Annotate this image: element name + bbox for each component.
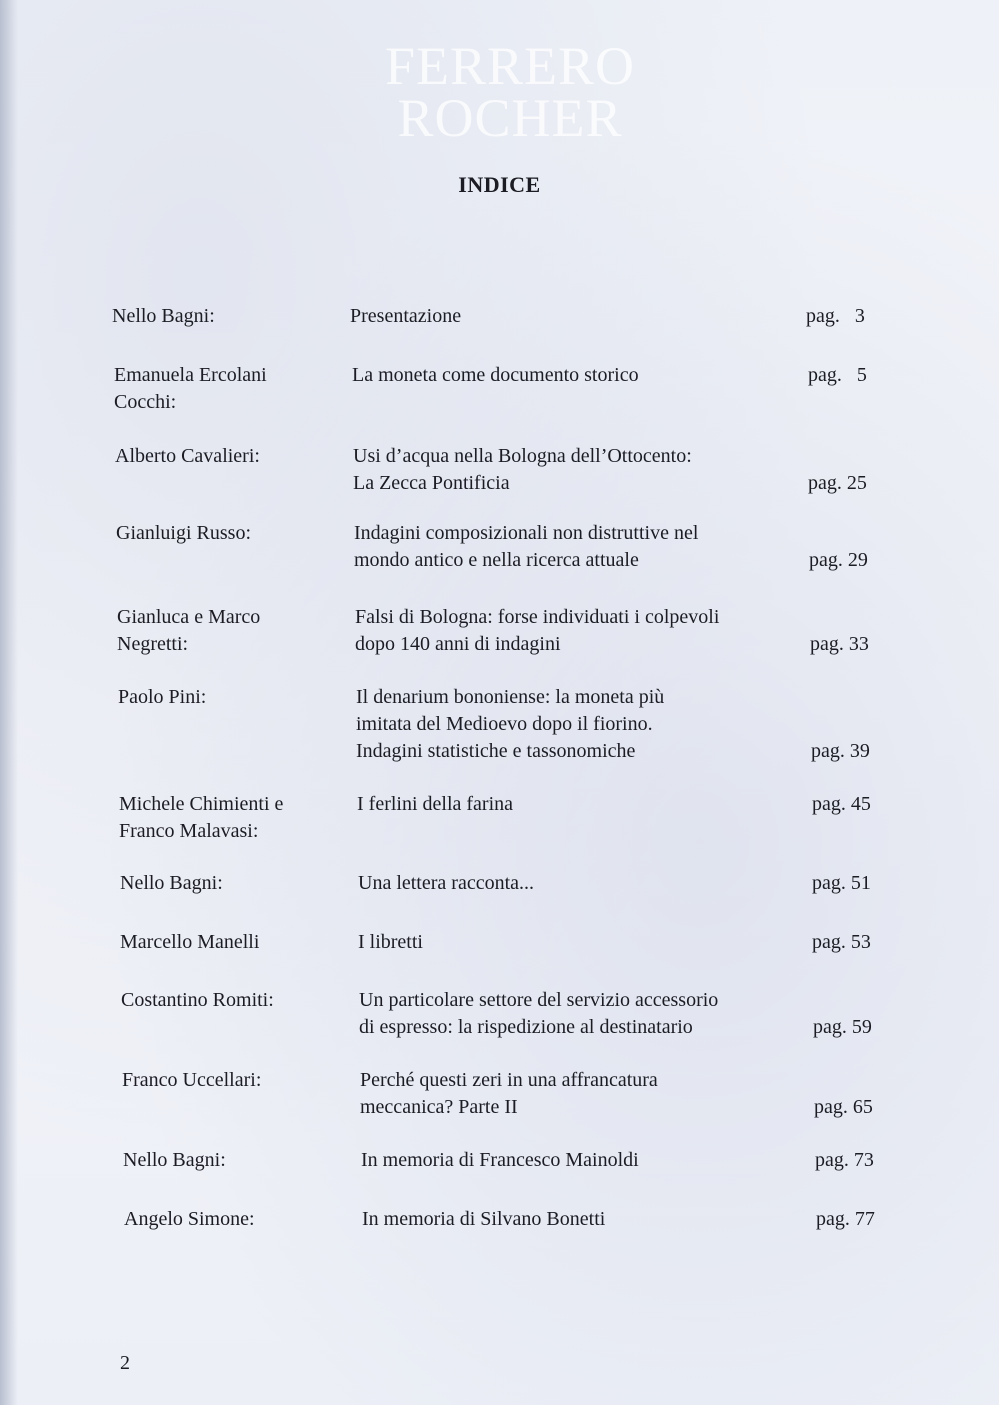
toc-page-number: pag. 3 [806,305,865,327]
toc-author [120,870,345,897]
toc-author [117,604,342,658]
toc-title-line: La moneta come documento storico [352,364,639,386]
toc-title-line: meccanica? Parte II [360,1096,518,1118]
toc-title-line: Falsi di Bologna: forse individuati i colpevoli [355,606,720,628]
toc-author-line: Emanuela Ercolani [114,364,267,386]
toc-title-line: Una lettera racconta... [358,872,535,894]
toc-title [358,929,778,956]
toc-author [124,1206,349,1233]
toc-title-line: La Zecca Pontificia [353,472,510,494]
toc-author-line: Franco Uccellari: [122,1069,262,1091]
toc-title [355,604,775,658]
toc-title-line: Il denarium bononiense: la moneta più [356,686,665,708]
binding-shadow [0,0,18,1405]
toc-title [354,520,774,574]
toc-title [353,443,773,497]
toc-title [350,303,770,330]
toc-page-number: pag. 39 [811,740,870,762]
toc-author-line: Marcello Manelli [120,931,260,953]
toc-title [358,870,778,897]
toc-title [361,1147,781,1174]
toc-page-number: pag. 5 [808,364,867,386]
toc-author-line: Paolo Pini: [118,686,207,708]
toc-author [118,684,343,711]
toc-title-line: Presentazione [350,305,462,327]
toc-page-number: pag. 73 [815,1149,874,1171]
toc-title-line: mondo antico e nella ricerca attuale [354,549,639,571]
toc-title-line: dopo 140 anni di indagini [355,633,561,655]
toc-title [357,791,777,818]
watermark-line: ROCHER [397,88,623,148]
toc-author [120,929,345,956]
toc-page-number: pag. 77 [816,1208,875,1230]
page-number: 2 [120,1352,130,1374]
toc-author [116,520,341,547]
toc-title-line: Perché questi zeri in una affrancatura [360,1069,658,1091]
toc-author [121,987,346,1014]
toc-page-number: pag. 53 [812,931,871,953]
toc-author-line: Nello Bagni: [120,872,223,894]
toc-title [359,987,779,1041]
toc-author-line: Nello Bagni: [123,1149,226,1171]
toc-author [114,362,339,416]
toc-title [360,1067,780,1121]
toc-author-line: Gianluigi Russo: [116,522,252,544]
toc-author [122,1067,347,1094]
toc-title-line: I libretti [358,931,423,953]
toc-title-line: imitata del Medioevo dopo il fiorino. [356,713,653,735]
watermark-line: FERRERO [384,36,636,96]
toc-page-number: pag. 25 [808,472,867,494]
toc-author-line: Alberto Cavalieri: [115,445,260,467]
toc-title [362,1206,782,1233]
toc-title-line: I ferlini della farina [357,793,514,815]
toc-title-line: di espresso: la rispedizione al destinatario [359,1016,693,1038]
toc-title-line: Indagini composizionali non distruttive nel [354,522,699,544]
toc-title [352,362,772,389]
toc-author-line: Costantino Romiti: [121,989,274,1011]
toc-author-line: Franco Malavasi: [119,820,259,842]
toc-page-number: pag. 45 [812,793,871,815]
toc-title-line: In memoria di Silvano Bonetti [362,1208,606,1230]
toc-title-line: Usi d’acqua nella Bologna dell’Ottocento: [353,445,692,467]
toc-title [356,684,776,765]
toc-author [112,303,337,330]
toc-page-number: pag. 65 [814,1096,873,1118]
toc-author [115,443,340,470]
toc-author-line: Angelo Simone: [124,1208,255,1230]
toc-page-number: pag. 33 [810,633,869,655]
toc-page-number: pag. 51 [812,872,871,894]
toc-title-line: Indagini statistiche e tassonomiche [356,740,636,762]
toc-author-line: Negretti: [117,633,189,655]
toc-title-line: In memoria di Francesco Mainoldi [361,1149,639,1171]
toc-title-line: Un particolare settore del servizio accessorio [359,989,719,1011]
toc-author-line: Gianluca e Marco [117,606,261,628]
toc-page-number: pag. 29 [809,549,868,571]
toc-author [123,1147,348,1174]
toc-author-line: Michele Chimienti e [119,793,284,815]
toc-author-line: Cocchi: [114,391,177,413]
toc-author [119,791,344,845]
page-title: INDICE [458,172,541,197]
background-watermark [380,36,640,150]
toc-page-number: pag. 59 [813,1016,872,1038]
toc-author-line: Nello Bagni: [112,305,215,327]
